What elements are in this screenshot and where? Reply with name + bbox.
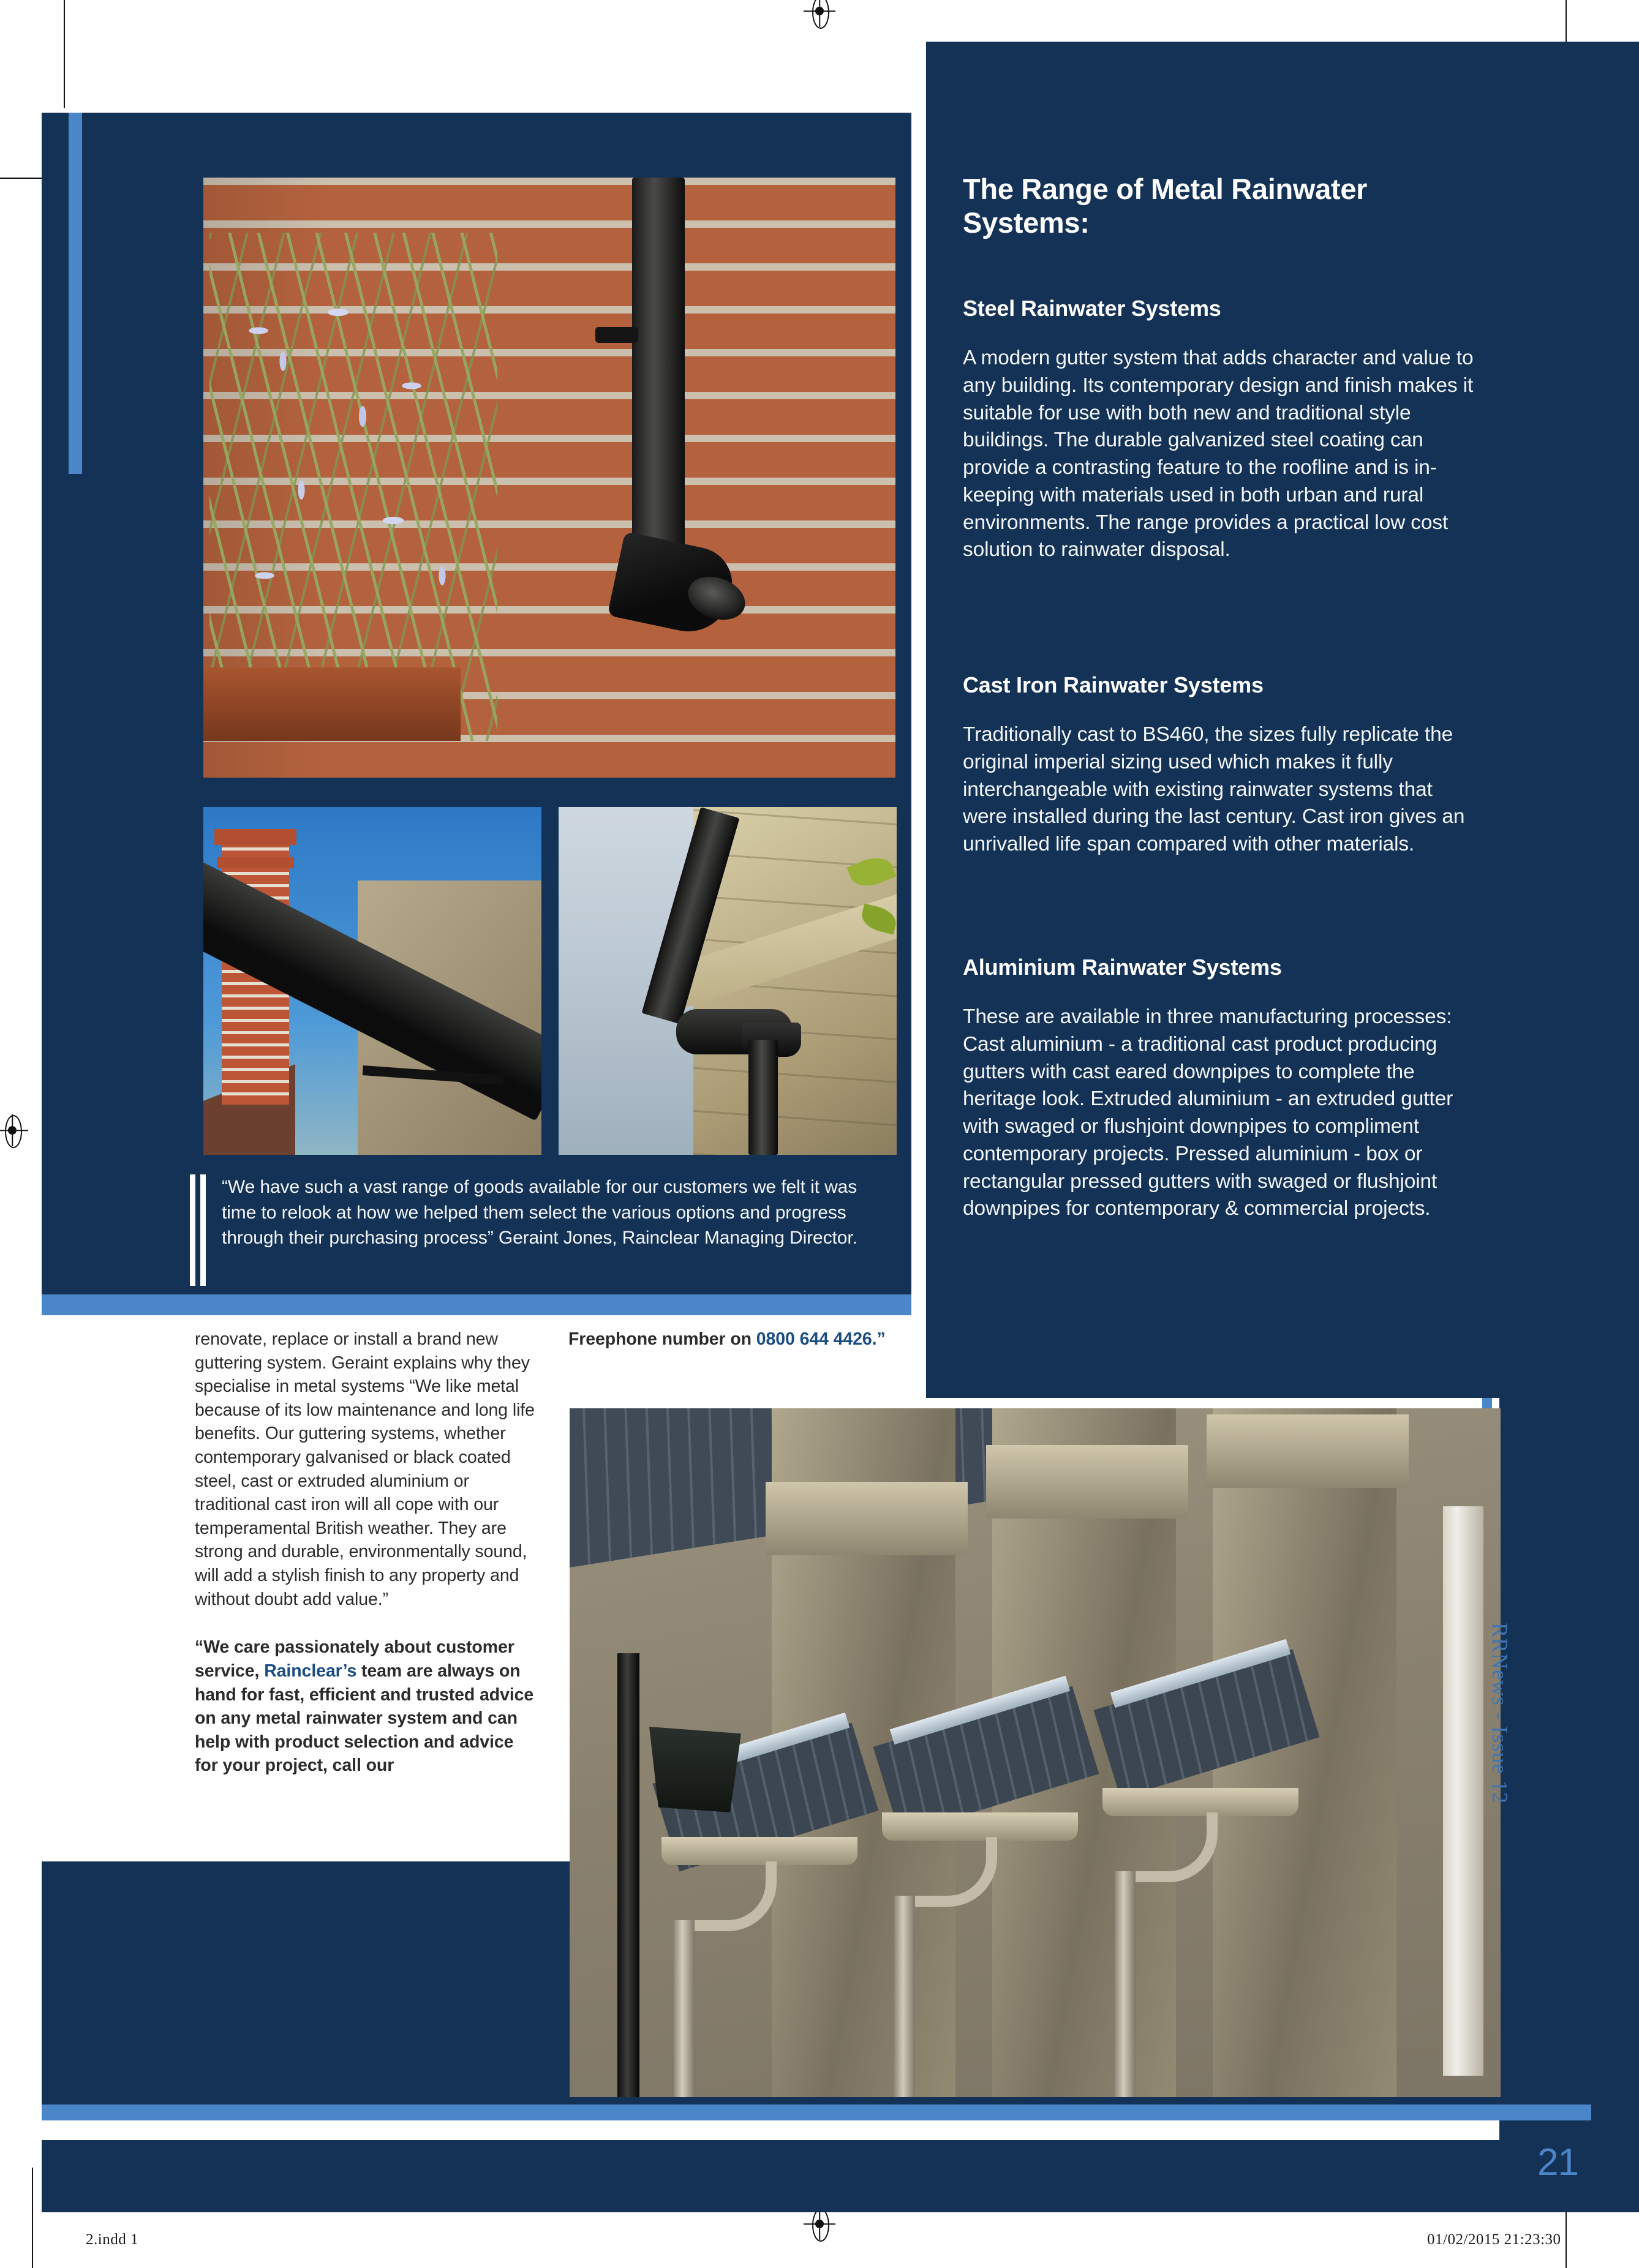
- stone-wall-downpipe-photo: [559, 807, 897, 1155]
- chimney-black-gutter-photo: [203, 807, 541, 1155]
- section-body: Traditionally cast to BS460, the sizes fully replicate the original imperial sizing used which makes it fully interchangeable with existing rainwater systems that were installed during the last century. Cast iron gives an unrivalled life span compared with other materials.: [963, 723, 1465, 856]
- right-navy-rail: [1499, 1398, 1639, 2212]
- registration-mark-bottom: [804, 2208, 835, 2240]
- registration-mark-left: [0, 1114, 28, 1146]
- freephone-number[interactable]: 0800 644 4426.”: [756, 1329, 886, 1349]
- brand-name: Rainclear’s: [264, 1661, 357, 1681]
- chimney-band-detail: [217, 857, 294, 868]
- section-heading: Cast Iron Rainwater Systems: [963, 672, 1264, 697]
- bottom-navy-band-lower: [42, 2140, 1639, 2212]
- registration-mark-top: [804, 0, 835, 27]
- lower-left-body: renovate, replace or install a brand new guttering system. Geraint explains why they specialise in metal systems “We like metal because of its low maintenance and long life benefits. Our guttering systems, whether contemporary galvanised or black coated steel, cast or extruded aluminium or traditional cast iron will all cope with our temperamental British weather. They are strong and durable, environmentally sound, will add a stylish finish to any property and without doubt add value.”: [195, 1329, 535, 1609]
- print-footer-left: 2.indd 1: [86, 2231, 138, 2248]
- flowers-detail: [209, 233, 497, 741]
- page-number: 21: [1537, 2141, 1578, 2184]
- downpipe-detail: [894, 1896, 915, 2097]
- downpipe-detail: [632, 178, 685, 569]
- section-steel: [963, 295, 1476, 564]
- quote-rule-icon: [190, 1174, 206, 1286]
- crop-mark-bottom-left-vertical: [32, 2168, 33, 2268]
- section-heading: Steel Rainwater Systems: [963, 296, 1221, 321]
- pipe-bracket-detail: [595, 327, 638, 343]
- left-panel-underline-bar: [42, 1294, 911, 1315]
- sash-window-detail: [1443, 1506, 1483, 2076]
- lower-left-column: [195, 1327, 539, 1778]
- vertical-downpipe-detail: [748, 1040, 778, 1155]
- dormer-cornice-detail: [1207, 1414, 1409, 1488]
- crop-mark-top-left-vertical: [64, 0, 65, 108]
- section-body: A modern gutter system that adds character and value to any building. Its contemporary design and finish makes it suitable for use with both new and traditional style buildings. The durable galvanized steel coating can provide a contrasting feature to the roofline and is in-keeping with materials used in both urban and rural environments. The range provides a practical low cost solution to rainwater disposal.: [963, 347, 1474, 561]
- section-heading: Aluminium Rainwater Systems: [963, 955, 1282, 980]
- downpipe-detail: [1115, 1871, 1136, 2097]
- chimney-cap-detail: [214, 829, 296, 845]
- planter-detail: [203, 667, 461, 741]
- dormer-cornice-detail: [986, 1445, 1188, 1519]
- black-hopper-head-detail: [649, 1727, 741, 1812]
- black-downpipe-detail: [617, 1653, 639, 2097]
- section-aluminium: [963, 954, 1476, 1223]
- brick-wall-downpipe-photo: [203, 178, 895, 778]
- issue-label: RRNews - Issue 12: [1488, 1623, 1512, 1804]
- print-footer-right: 01/02/2015 21:23:30: [1427, 2231, 1561, 2248]
- page-title: The Range of Metal Rainwater Systems:: [963, 173, 1368, 239]
- pull-quote-text: “We have such a vast range of goods available for our customers we felt it was time to relook at how we helped them select the various options and progress through their purchasing process” Geraint Jones, Rainclear Managing Director.: [222, 1177, 857, 1249]
- lower-right-column: [568, 1327, 887, 1351]
- lower-left-bold-block: [195, 1635, 539, 1778]
- bold-part-one: “We care passionately about customer service,: [195, 1637, 514, 1681]
- freephone-label: Freephone number on: [568, 1329, 756, 1349]
- section-cast-iron: [963, 672, 1476, 858]
- bottom-accent-bar: [42, 2105, 1591, 2120]
- pull-quote: [190, 1174, 882, 1286]
- left-panel-accent-bar: [69, 113, 82, 474]
- dormer-cornice-detail: [766, 1482, 968, 1555]
- downpipe-detail: [674, 1920, 695, 2097]
- section-body: These are available in three manufacturing processes: Cast aluminium - a traditional cast product producing gutters with cast eared downpipes to complete the heritage look. Extruded aluminium - an extruded gutter with swaged or flushjoint downpipes to compliment contemporary projects. Pressed aluminium - box or rectangular pressed gutters with swaged or flushjoint downpipes for contemporary & commercial projects.: [963, 1005, 1453, 1220]
- stone-dormer-windows-photo: [570, 1408, 1501, 2097]
- bold-part-two: team are always on hand for fast, efficient and trusted advice on any metal rainwater system and can help with product selection and advice for your project, call our: [195, 1661, 534, 1776]
